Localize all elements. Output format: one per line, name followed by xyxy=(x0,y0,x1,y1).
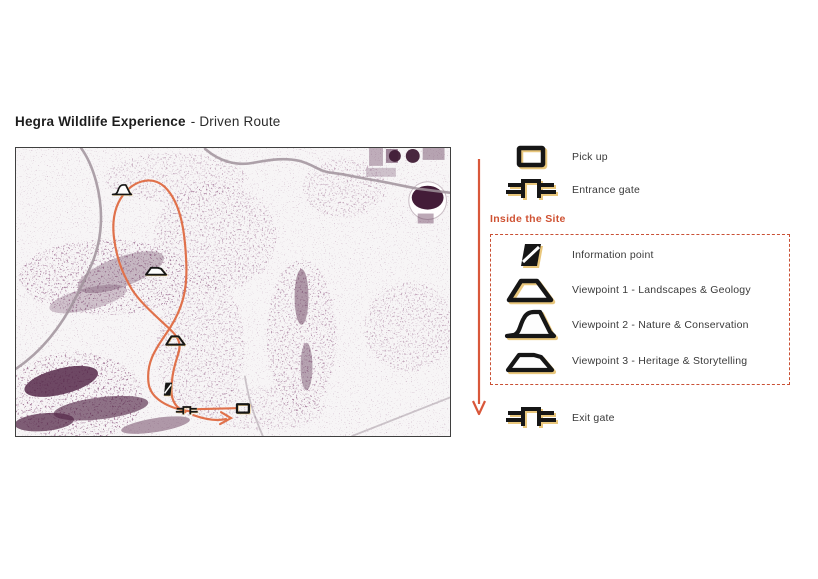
legend-row-information-point xyxy=(500,241,654,269)
route-pickup-connector xyxy=(196,408,236,409)
map-canvas xyxy=(16,148,450,436)
legend-label: Viewpoint 2 - Nature & Conservation xyxy=(572,319,749,331)
legend-label: Pick up xyxy=(572,151,608,163)
sequence-arrow xyxy=(470,156,488,420)
viewpoint-1-icon xyxy=(500,275,562,305)
page-title-suffix: - Driven Route xyxy=(190,114,281,129)
legend-label: Viewpoint 1 - Landscapes & Geology xyxy=(572,284,751,296)
terrain-texture xyxy=(16,148,450,436)
information-point-icon xyxy=(500,242,562,268)
legend-row-viewpoint-1 xyxy=(500,275,751,305)
legend-row-entrance-gate xyxy=(500,176,640,204)
legend-label: Exit gate xyxy=(572,412,615,424)
entrance-gate-icon xyxy=(500,177,562,203)
legend-label: Entrance gate xyxy=(572,184,640,196)
legend-row-viewpoint-3 xyxy=(500,347,747,375)
legend-row-exit-gate xyxy=(500,404,615,432)
inside-the-site-heading: Inside the Site xyxy=(490,213,566,225)
legend-label: Information point xyxy=(572,249,654,261)
legend-row-pickup xyxy=(500,143,608,171)
satellite-map xyxy=(15,147,451,437)
legend-row-viewpoint-2 xyxy=(500,309,749,341)
viewpoint-2-icon xyxy=(500,309,562,341)
page-title-main: Hegra Wildlife Experience xyxy=(15,114,186,129)
viewpoint-3-icon xyxy=(500,347,562,375)
page-title xyxy=(15,114,281,129)
legend-label: Viewpoint 3 - Heritage & Storytelling xyxy=(572,355,748,367)
exit-gate-icon xyxy=(500,405,562,431)
pickup-icon xyxy=(500,144,562,170)
